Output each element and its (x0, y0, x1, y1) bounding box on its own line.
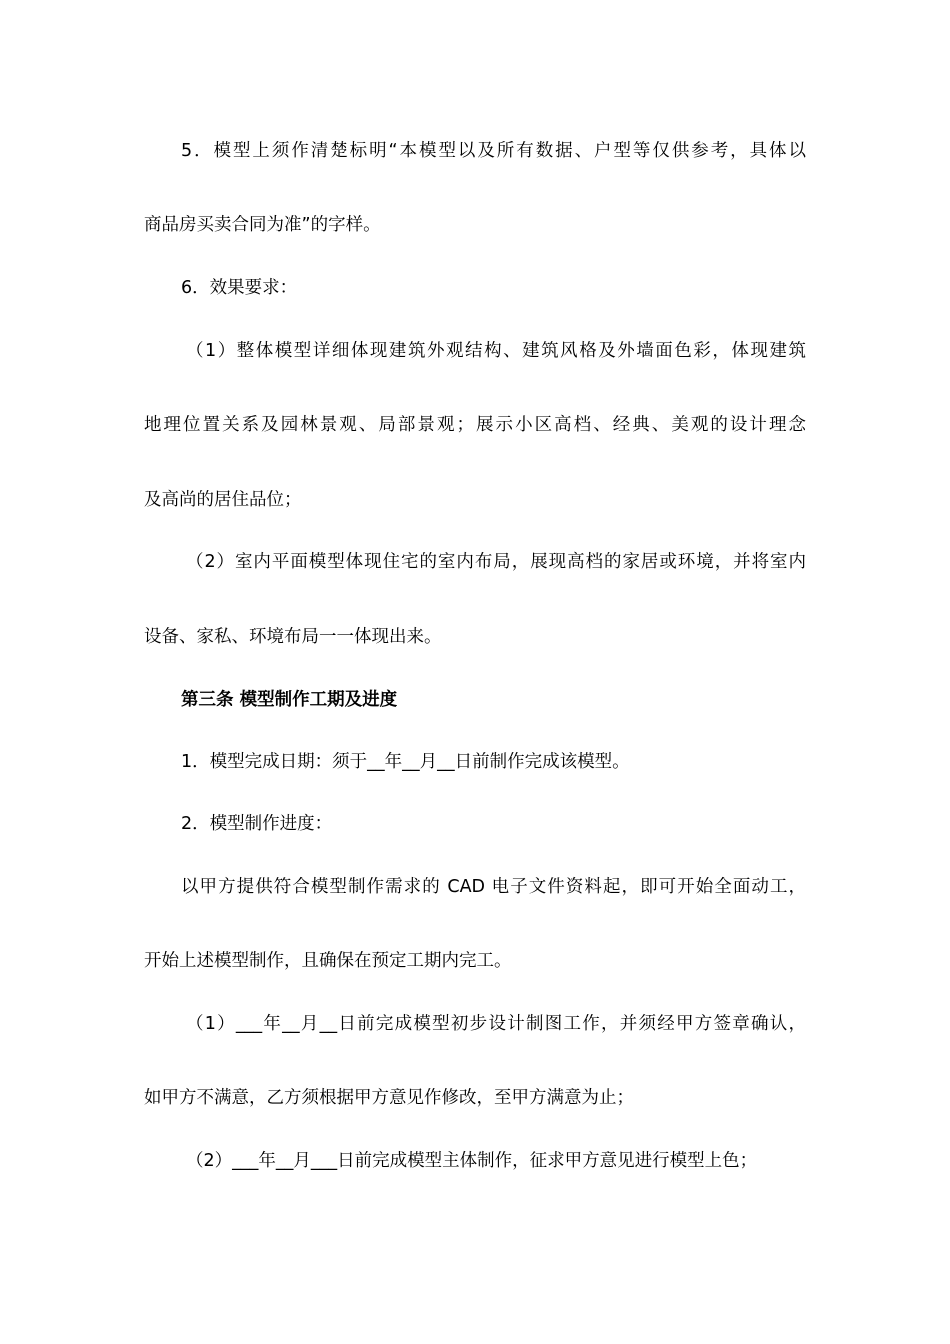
completion-date-line: 1．模型完成日期：须于__年__月__日前制作完成该模型。 (181, 752, 630, 772)
section-heading: 第三条 模型制作工期及进度 (181, 690, 398, 710)
paragraph-5-line-2: 商品房买卖合同为准”的字样。 (144, 215, 381, 235)
progress-paragraph-line-2: 开始上述模型制作，且确保在预定工期内完工。 (144, 951, 512, 971)
schedule-item-2-line-1: （2）___年__月___日前完成模型主体制作，征求甲方意见进行模型上色； (186, 1151, 758, 1171)
item-1-line-2: 地理位置关系及园林景观、局部景观；展示小区高档、经典、美观的设计理念 (144, 415, 806, 435)
schedule-item-1-line-1: （1）___年__月__日前完成模型初步设计制图工作，并须经甲方签章确认， (186, 1014, 806, 1034)
paragraph-6-heading: 6．效果要求： (181, 278, 298, 298)
item-1-line-3: 及高尚的居住品位； (144, 490, 302, 510)
progress-paragraph-line-1: 以甲方提供符合模型制作需求的 CAD 电子文件资料起，即可开始全面动工， (181, 877, 806, 897)
paragraph-5-line-1: 5．模型上须作清楚标明“本模型以及所有数据、户型等仅供参考，具体以 (181, 141, 806, 161)
item-2-line-1: （2）室内平面模型体现住宅的室内布局，展现高档的家居或环境，并将室内 (186, 552, 806, 572)
item-1-line-1: （1）整体模型详细体现建筑外观结构、建筑风格及外墙面色彩，体现建筑 (186, 341, 806, 361)
item-2-line-2: 设备、家私、环境布局一一体现出来。 (144, 627, 442, 647)
schedule-item-1-line-2: 如甲方不满意，乙方须根据甲方意见作修改，至甲方满意为止； (144, 1088, 634, 1108)
progress-heading: 2．模型制作进度： (181, 814, 333, 834)
